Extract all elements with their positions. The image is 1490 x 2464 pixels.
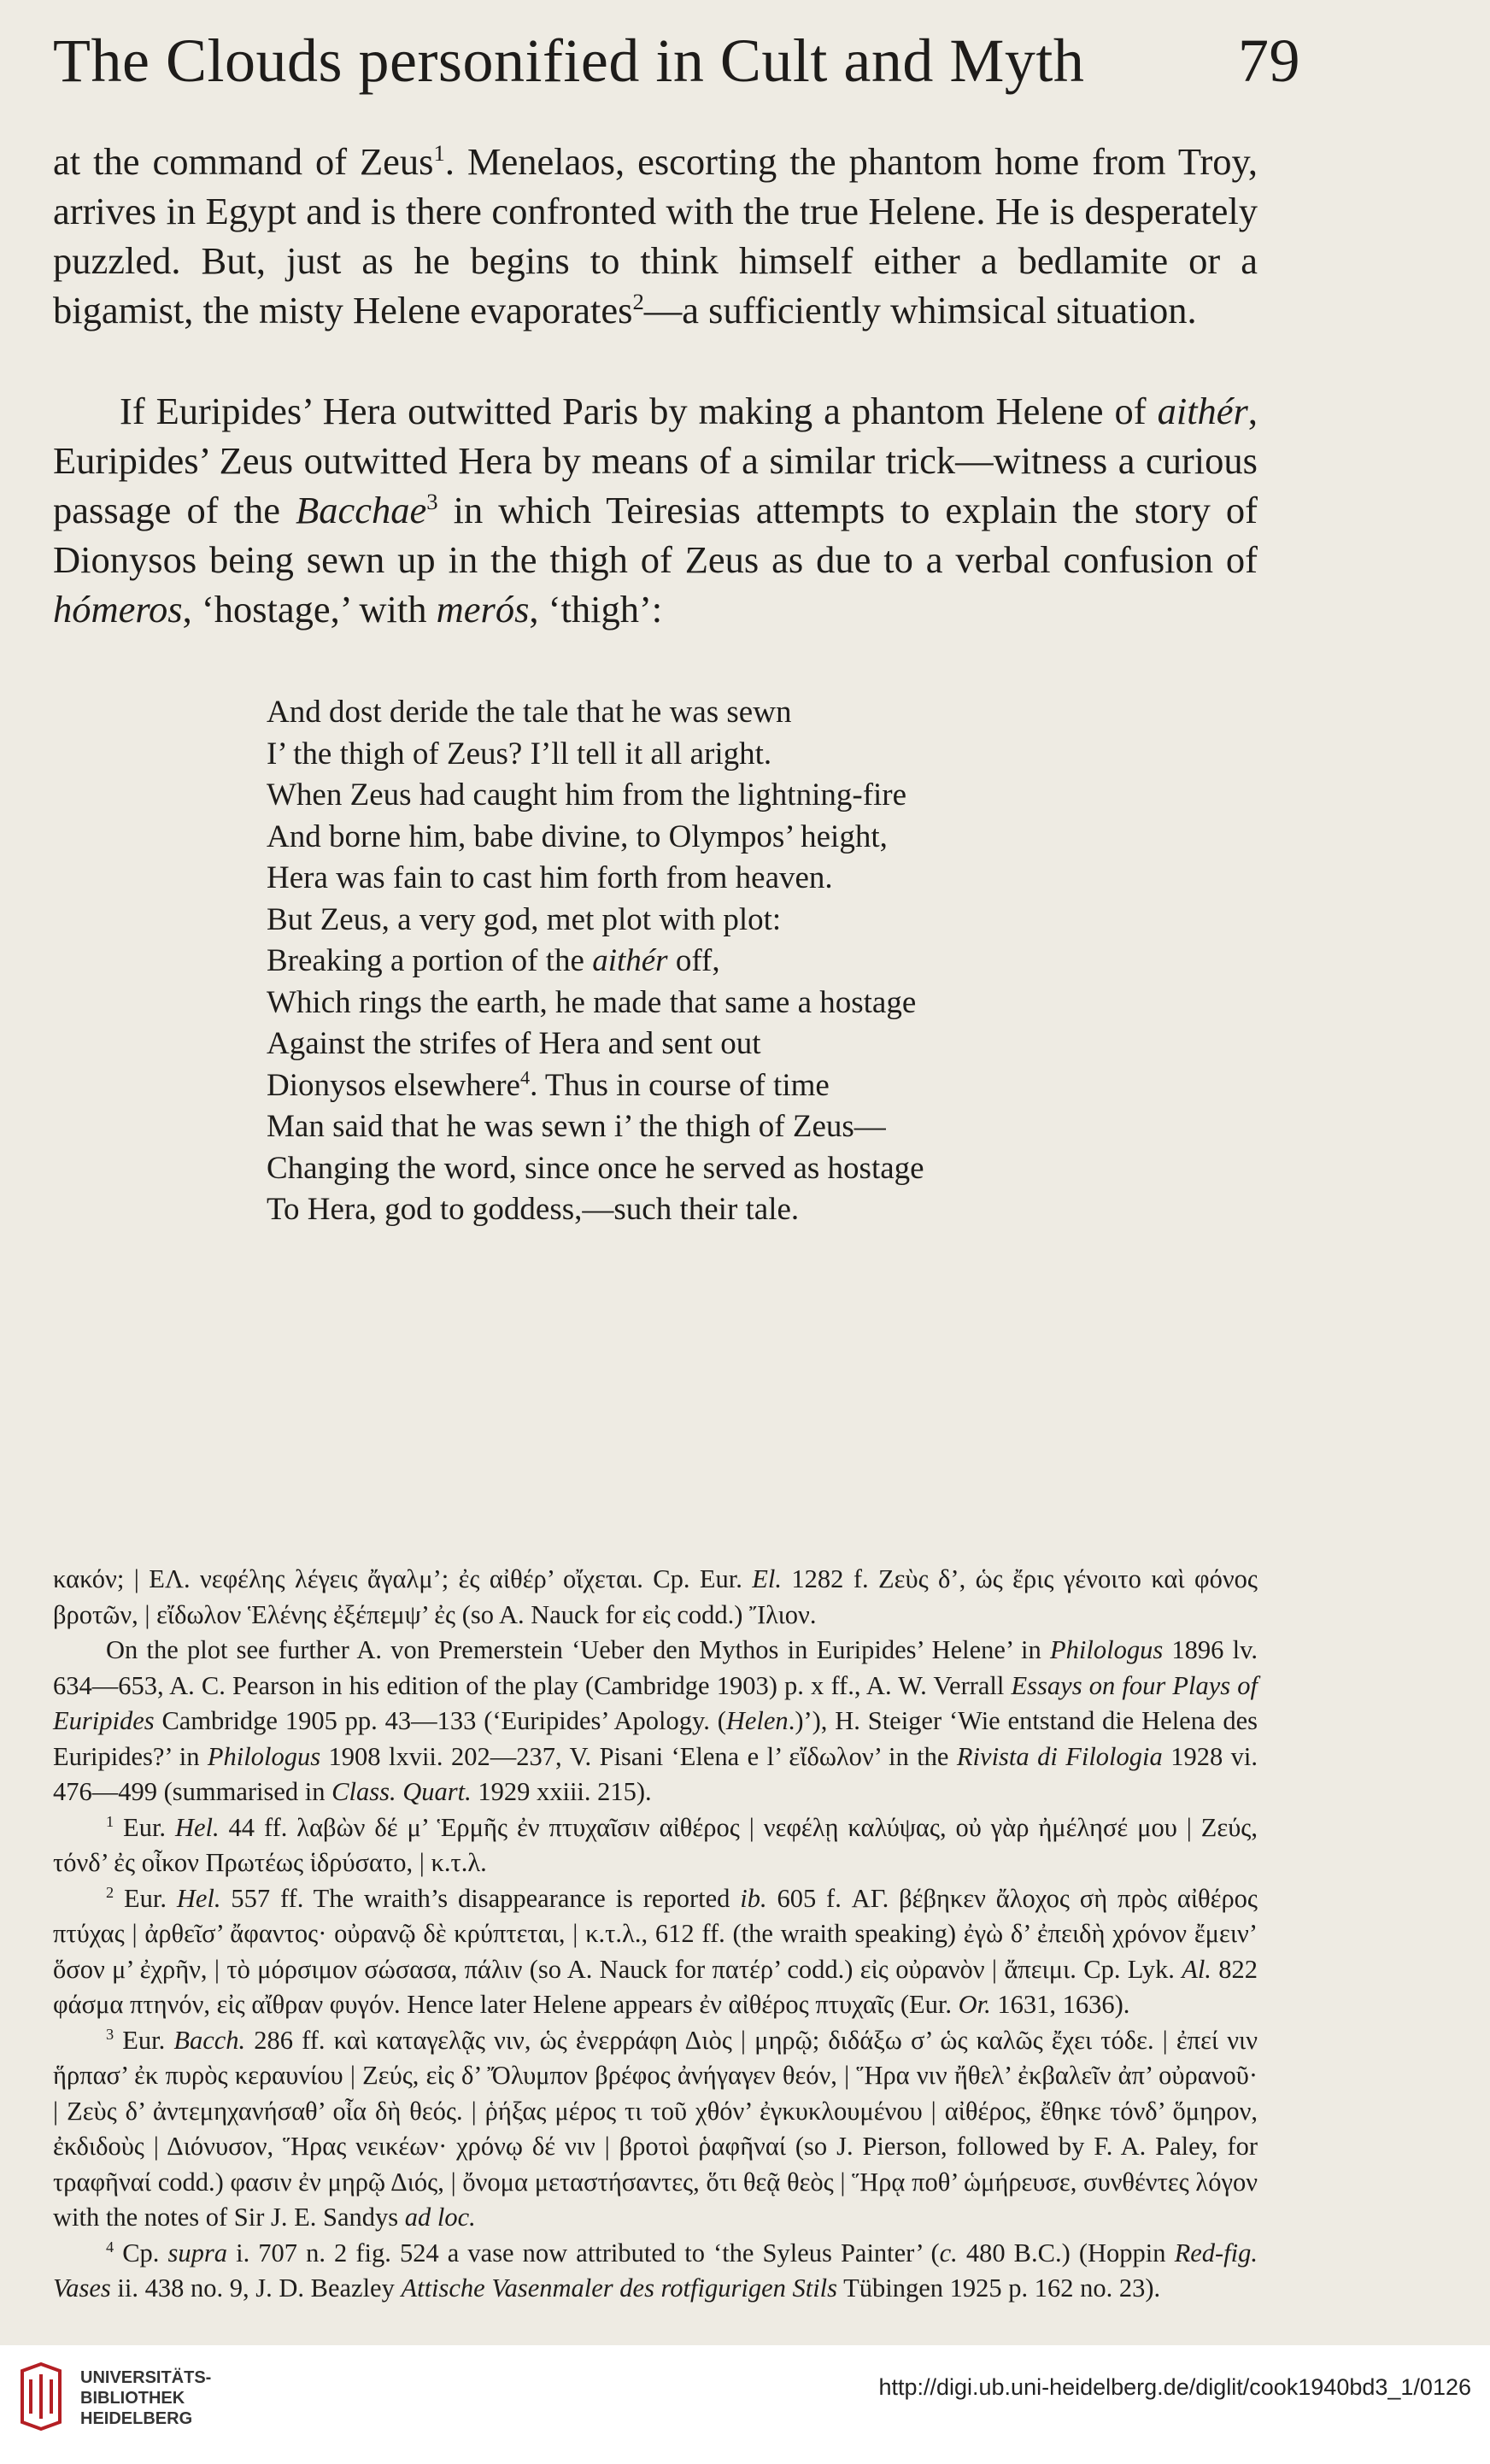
italic-title: El.	[752, 1564, 783, 1593]
verse-line: And dost deride the tale that he was sewn	[267, 695, 792, 730]
text-run: , ‘thigh’:	[529, 588, 663, 631]
text-run: 480 B.C.) (Hoppin	[957, 2238, 1175, 2267]
italic-title: Bacchae	[296, 489, 427, 531]
text-run: 605 f. ΑΓ. βέβηκεν ἄλοχος σὴ πρὸς αἰθέρος πτύχας | ἀρθεῖσ’ ἄφαντος· οὐρανῷ δὲ κρύπτεται, | κ.τ.λ., 612 ff. (the wraith speaking) ἐγὼ δ’ ἐπειδὴ χρόνον ἔμειν’ ὅσον μ’ ἐχρῆν, | τὸ μόρσιμον σώσασα, πάλιν (so A. Nauck for πατέρ’ codd.) εἰς οὐρανὸν | ἄπειμι. Cp. Lyk.	[53, 1883, 1258, 1984]
paragraph-2	[53, 386, 1258, 634]
text-run: i. 707 n. 2 fig. 524 a vase now attributed to ‘the Syleus Painter’ (	[227, 2238, 940, 2267]
text-run: 1896 lv. 634—653, A. C. Pearson in his edition of the play (Cambridge 1903) p. x ff., A. W. Verrall	[53, 1635, 1258, 1700]
italic-title: Helen	[725, 1706, 789, 1735]
text-run: 1908 lxvii. 202—237, V. Pisani ‘Elena e l’ εἴδωλον’ in the	[320, 1741, 957, 1771]
page-number: 79	[1238, 26, 1300, 95]
text-run: at the command of Zeus	[53, 140, 434, 183]
italic-title: c.	[939, 2238, 958, 2267]
footnote-ref-2[interactable]: 2	[632, 289, 644, 315]
text-run: 44 ff. λαβὼν δέ μ’ Ἑρμῆς ἐν πτυχαῖσιν αἰθέρος | νεφέλῃ καλύψας, οὐ γὰρ ἠμέλησέ μου | Ζεύς, τόνδ’ ἐς οἶκον Πρωτέως ἱδρύσατο, | κ.τ.λ.	[53, 1812, 1258, 1877]
text-run: Eur.	[114, 1883, 177, 1913]
text-run: Cambridge 1905 pp. 43—133 (‘Euripides’ Apology. (	[154, 1706, 726, 1735]
footnote-marker: 3	[106, 2025, 114, 2043]
italic-title: Al.	[1182, 1954, 1211, 1984]
verse-line: And borne him, babe divine, to Olympos’ height,	[267, 818, 888, 854]
text-run: κακόν; | ΕΛ. νεφέλης λέγεις ἄγαλμ’; ἐς αἰθέρ’ οἴχεται. Cp. Eur.	[53, 1564, 753, 1593]
verse-line: Hera was fain to cast him forth from heaven.	[267, 860, 833, 895]
text-run: . Thus in course of time	[530, 1067, 830, 1103]
text-run: ii. 438 no. 9, J. D. Beazley	[110, 2273, 402, 2303]
verse-quotation	[267, 692, 1121, 1231]
verse-line: To Hera, god to goddess,—such their tale.	[267, 1192, 800, 1227]
footnote-4	[53, 2236, 1258, 2307]
text-run: Tübingen 1925 p. 162 no. 23).	[837, 2273, 1161, 2303]
italic-term: aithér	[1157, 390, 1248, 432]
footnote-continued	[53, 1562, 1258, 1633]
verse-line: I’ the thigh of Zeus? I’ll tell it all aright.	[267, 736, 772, 771]
library-name-line: HEIDELBERG	[80, 2409, 193, 2428]
italic-title: Or.	[958, 1990, 991, 2019]
footnotes	[53, 1562, 1258, 2307]
italic-title: ib.	[740, 1883, 767, 1913]
university-library-logo-icon	[15, 2362, 67, 2431]
italic-term: hómeros	[53, 588, 183, 631]
italic-title: Class. Quart.	[331, 1777, 472, 1806]
text-run: Cp.	[114, 2238, 168, 2267]
running-header	[53, 26, 1300, 97]
text-run: 1928 vi. 476—499 (summarised in	[53, 1741, 1258, 1806]
footnote-marker: 1	[106, 1812, 114, 1830]
library-name-line: UNIVERSITÄTS-	[80, 2368, 212, 2387]
verse-line: Man said that he was sewn i’ the thigh of Zeus—	[267, 1109, 886, 1144]
verse-line: Against the strifes of Hera and sent out	[267, 1026, 761, 1061]
footnote-ref-4[interactable]: 4	[519, 1066, 531, 1088]
text-run: off,	[667, 943, 720, 978]
verse-line	[267, 941, 1121, 983]
library-name-line: BIBLIOTHEK	[80, 2389, 185, 2408]
footnote-paragraph	[53, 1633, 1258, 1810]
italic-title: Philologus	[207, 1741, 321, 1771]
italic-term: merós	[436, 588, 530, 631]
italic-term: aithér	[592, 943, 668, 978]
footnote-2	[53, 1881, 1258, 2023]
paragraph-1	[53, 137, 1258, 335]
text-run: , Euripides’ Zeus outwitted Hera by means of a similar trick—witness a curious passage of the	[53, 390, 1258, 531]
italic-title: Hel.	[174, 1812, 220, 1842]
text-run: 1282 f. Ζεὺς δ’, ὡς ἔρις γένοιτο καὶ φόνος βροτῶν, | εἴδωλον Ἑλένης ἐξέπεμψ’ ἐς (so A. Nauck for εἰς codd.) Ἴλιον.	[53, 1564, 1258, 1629]
permalink-url[interactable]: http://digi.ub.uni-heidelberg.de/diglit/cook1940bd3_1/0126	[878, 2374, 1471, 2400]
text-run: 822 φάσμα πτηνόν, εἰς αἴθραν φυγόν. Hence later Helene appears ἐν αἰθέρος πτυχαῖς (Eur.	[53, 1954, 1258, 2019]
footnote-marker: 2	[106, 1883, 114, 1901]
italic-title: Rivista di Filologia	[956, 1741, 1163, 1771]
footnote-ref-3[interactable]: 3	[426, 489, 438, 515]
verse-line: Which rings the earth, he made that same a hostage	[267, 984, 917, 1020]
text-run: , ‘hostage,’ with	[182, 588, 437, 631]
footnote-3	[53, 2023, 1258, 2236]
text-run: —a sufficiently whimsical situation.	[643, 289, 1197, 331]
text-run: 1631, 1636).	[990, 1990, 1130, 2019]
footnote-1	[53, 1810, 1258, 1881]
text-run: On the plot see further A. von Premerstein ‘Ueber den Mythos in Euripides’ Helene’ in	[106, 1635, 1051, 1664]
digitization-footer	[0, 2345, 1490, 2464]
verse-line: But Zeus, a very god, met plot with plot:	[267, 901, 782, 937]
footnote-ref-1[interactable]: 1	[433, 140, 445, 167]
text-run: in which Teiresias attempts to explain the story of Dionysos being sewn up in the thigh of Zeus as due to a verbal confusion of	[53, 489, 1258, 581]
text-run: 557 ff. The wraith’s disappearance is reported	[220, 1883, 741, 1913]
italic-title: Bacch.	[173, 2025, 246, 2055]
page-title: The Clouds personified in Cult and Myth	[53, 26, 1085, 95]
italic-title: Hel.	[176, 1883, 221, 1913]
italic-title: Essays on four Plays of Euripides	[53, 1670, 1258, 1735]
text-run: If Euripides’ Hera outwitted Paris by making a phantom Helene of	[120, 390, 1158, 432]
text-run: Eur.	[114, 1812, 175, 1842]
footnote-marker: 4	[106, 2238, 114, 2256]
text-run: . Menelaos, escorting the phantom home from Troy, arrives in Egypt and is there confronted with the true Helene. He is desperately puzzled. But, just as he begins to think himself either a bedlamite or a bigamist, the misty Helene evaporates	[53, 140, 1258, 331]
text-run: 286 ff. καὶ καταγελᾷς νιν, ὡς ἐνερράφη Διὸς | μηρῷ; διδάξω σ’ ὡς καλῶς ἔχει τόδε. | ἐπεί νιν ἥρπασ’ ἐκ πυρὸς κεραυνίου | Ζεύς, εἰς δ’ Ὄλυμπον βρέφος ἀνήγαγεν θεόν, | Ἥρα νιν ἤθελ’ ἐκβαλεῖν ἀπ’ οὐρανοῦ· | Ζεὺς δ’ ἀντεμηχανήσαθ’ οἷα δὴ θεός. | ῥήξας μέρος τι τοῦ χθόν’ ἐγκυκλουμένου | αἰθέρος, ἔθηκε τόνδ’ ὅμηρον, ἐκδιδοὺς | Διόνυσον, Ἥρας νεικέων· χρόνῳ δέ νιν | βροτοὶ ῥαφῆναί (so J. Pierson, followed by F. A. Paley, for τραφῆναί codd.) φασιν ἐν μηρῷ Διός, | ὄνομα μεταστήσαντες, ὅτι θεᾷ θεὸς | Ἥρᾳ ποθ’ ὡμήρευσε, συνθέντες λόγον with the notes of Sir J. E. Sandys	[53, 2025, 1258, 2232]
library-name	[80, 2367, 211, 2429]
verse-line: When Zeus had caught him from the lightning-fire	[267, 777, 907, 813]
italic-title: Red-fig. Vases	[53, 2238, 1258, 2303]
italic-title: ad loc.	[404, 2203, 476, 2232]
text-run: Eur.	[114, 2025, 174, 2055]
text-run: Dionysos elsewhere	[267, 1067, 520, 1103]
verse-line	[267, 1065, 1121, 1107]
text-run: Breaking a portion of the	[267, 943, 593, 978]
italic-title: supra	[167, 2238, 228, 2267]
italic-title: Philologus	[1050, 1635, 1164, 1664]
italic-title: Attische Vasenmaler des rotfigurigen Stils	[401, 2273, 838, 2303]
text-run: 1929 xxiii. 215).	[471, 1777, 652, 1806]
verse-line: Changing the word, since once he served as hostage	[267, 1150, 924, 1186]
text-run: .)’), H. Steiger ‘Wie entstand die Helena des Euripides?’ in	[53, 1706, 1258, 1771]
